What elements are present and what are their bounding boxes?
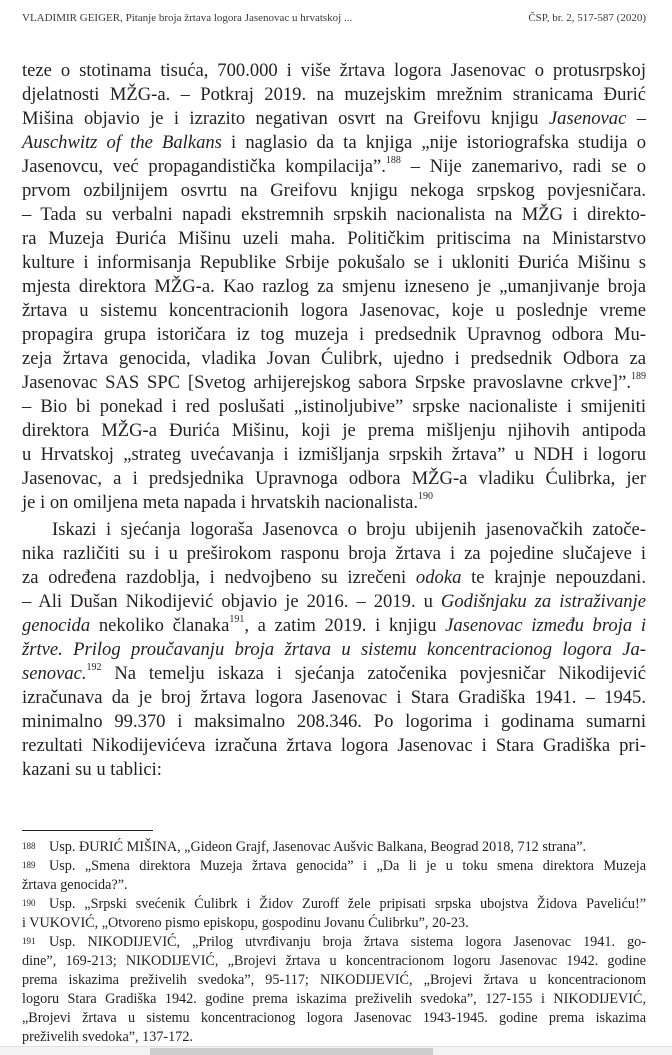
running-header [22,10,646,26]
text-line: Auschwitz of the Balkans i naglasio da ta knjiga „nije istoriografska studija o [22,132,646,153]
article-body [22,59,646,782]
footnote-number: 189 [22,860,36,870]
footnote-line: 191 Usp. NIKODIJEVIĆ, „Prilog utvrđivanju broja žrtava sistema logora Jasenovac 1941. go- [22,934,646,950]
book-title-italic: Auschwitz of the Balkans [22,132,222,153]
text-line: genocida nekoliko članaka$^{191}$, a zatim 2019. i knjigu Jasenovac između broja i [22,613,646,636]
paragraph-2 [22,518,646,782]
running-header-journal-citation: ČSP, br. 2, 517-587 (2020) [528,12,646,24]
footnote-number: 191 [22,936,36,946]
text-line: senovac.$^{192}$ Na temelju iskaza i sjećanja zatočenika povjesničar Nikodijević [22,661,646,684]
text-line: u Hrvatskoj „strateg uvećavanja i izmišljanja srpskih žrtava” u NDH i logoru [22,444,646,465]
book-title-italic: Jasenovac – [548,108,646,129]
text-line: propagira grupa istoričara iz tog muzeja i predsednik Upravnog odbora Mu- [22,324,646,345]
footnote-line: logoru Stara Gradiška 1942. godine prema iskazima preživelih svedoka”, 127-155 i NIKODIJEVIĆ, [22,991,646,1007]
emphasis-italic: odoka [415,567,462,588]
footnote-line: 188 Usp. ĐURIĆ MIŠINA, „Gideon Grajf, Jasenovac Aušvic Balkana, Beograd 2018, 712 strana”. [22,839,587,855]
text-line: kazani su u tablici: [22,759,162,780]
footnote-line: i VUKOVIĆ, „Otvoreno pismo episkopu, gospodinu Jovanu Ćulibrku”, 20-23. [22,915,469,931]
text-line: direktora MŽG-a Đurića Mišinu, koji je prema mišljenju njihovih antipoda [22,420,646,441]
text-line: Jasenovac SAS SPC [Svetog arhijerejskog sabora Srpske pravoslavne crkve]”.$^{189}$ [22,370,646,393]
text-line: – Tada su verbalni napadi ekstremnih srpskih nacionalista na MŽG i direkto- [22,204,646,225]
footnote-number: 188 [22,841,36,851]
text-line: Jasenovac, a i predsjednika Upravnoga odbora MŽG-a vladiku Ćulibrka, jer [22,468,646,489]
running-header-author-title: VLADIMIR GEIGER, Pitanje broja žrtava logora Jasenovac u hrvatskoj ... [22,12,353,24]
text-line: Mišina objavio je i izrazito negativan osvrt na Greifovu knjigu Jasenovac – [22,108,646,129]
paragraph-1 [22,59,646,515]
text-line: je i on omiljena meta napada i hrvatskih nacionalista.$^{190}$ [22,490,434,513]
footnote-number: 190 [22,898,36,908]
text-line: mjesta direktora MŽG-a. Kao razlog za smjenu izneseno je „umanjivanje broja [22,276,646,297]
text-line: minimalno 99.370 i maksimalno 208.346. Po logorima i godinama sumarni [22,711,646,732]
footnote-189 [22,857,646,895]
footnote-line: 190 Usp. „Srpski svećenik Ćulibrk i Židov Zuroff žele pripisati srpska ubojstva Židova Paveliću!” [22,896,646,912]
footnote-191 [22,933,646,1047]
text-line: ra Muzeja Đurića Mišinu uzeli maha. Političkim pritiscima na Ministarstvo [22,228,646,249]
text-line: nika različiti su i u preširokom rasponu broja žrtava i za pojedine slučajeve i [22,543,646,564]
text-line: izračunava da je broj žrtava logora Jasenovac i Stara Gradiška 1941. – 1945. [22,687,646,708]
journal-title-italic: Godišnjaku za istraživanje [440,591,646,612]
text-line: za određena razdoblja, i nedvojbeno su izrečeni odoka te krajnje nepouzdani. [22,567,646,588]
text-line: – Bio bi ponekad i red poslušati „istinoljubive” srpske nacionaliste i smijeniti [22,396,646,417]
footnote-line: žrtava genocida?”. [22,877,128,893]
footnote-ref-189[interactable]: 189 [631,370,646,382]
book-title-italic: žrtve. Prilog proučavanju broja žrtava u sistemu koncentracionog logora Ja- [22,639,646,660]
text-line: djelatnosti MŽG-a. – Potkraj 2019. na muzejskim mrežnim stranicama Đurić [22,84,646,105]
footnote-line: preživelih svedoka”, 137-172. [22,1029,193,1045]
book-title-italic: Jasenovac između broja i [445,615,646,636]
footnote-ref-192[interactable]: 192 [86,661,102,673]
footnotes [22,838,646,1047]
footnote-ref-191[interactable]: 191 [229,613,245,625]
text-line: rezultati Nikodijevićeva izračuna žrtava logora Jasenovac i Stara Gradiška pri- [22,735,646,756]
text-line: prvom ozbiljnijem osvrtu na Greifovu knjigu nekoga srpskog povjesničara. [22,180,646,201]
footnote-ref-190[interactable]: 190 [418,490,434,502]
text-line: kulture i informisanja Republike Srbije pokušalo se i ukloniti Đurića Mišinu s [22,252,646,273]
footnote-line: prema iskazima preživelih svedoka”, 95-117; NIKODIJEVIĆ, „Brojevi žrtava u koncentracionom [22,972,646,988]
text-line: – Ali Dušan Nikodijević objavio je 2016. – 2019. u Godišnjaku za istraživanje [22,591,646,612]
footnote-separator [22,830,153,831]
footnote-188 [22,838,646,857]
text-line: Jasenovcu, već propagandistička kompilacija”.$^{188}$ – Nije zanemarivo, radi se o [22,154,646,177]
footnote-line: 189 Usp. „Smena direktora Muzeja žrtava genocida” i „Da li je u toku smena direktora Muzeja [22,858,646,874]
footnote-ref-188[interactable]: 188 [385,154,401,166]
footnote-line: „Brojevi žrtava u sistemu koncentracionog logora Jasenovac 1943-1945. godine prema iskazima [22,1010,646,1026]
book-title-italic: senovac. [22,663,87,684]
journal-title-italic: genocida [22,615,91,636]
text-line: Iskazi i sjećanja logoraša Jasenovca o broju ubijenih jasenovačkih zatoče- [52,519,646,540]
footnote-190 [22,895,646,933]
text-line: žrtava u sistemu koncentracionih logora Jasenovac, koje u poslednje vreme [22,300,646,321]
text-line [22,638,646,662]
text-line: teze o stotinama tisuća, 700.000 i više žrtava logora Jasenovac o protusrpskoj [22,60,646,81]
text-line: zeja žrtava genocida, vladika Jovan Ćulibrk, ujedno i predsednik Odbora za [22,348,646,369]
footnote-line: dine”, 169-213; NIKODIJEVIĆ, „Brojevi žrtava u koncentracionom logoru Jasenovac 1942. godine [22,953,646,969]
